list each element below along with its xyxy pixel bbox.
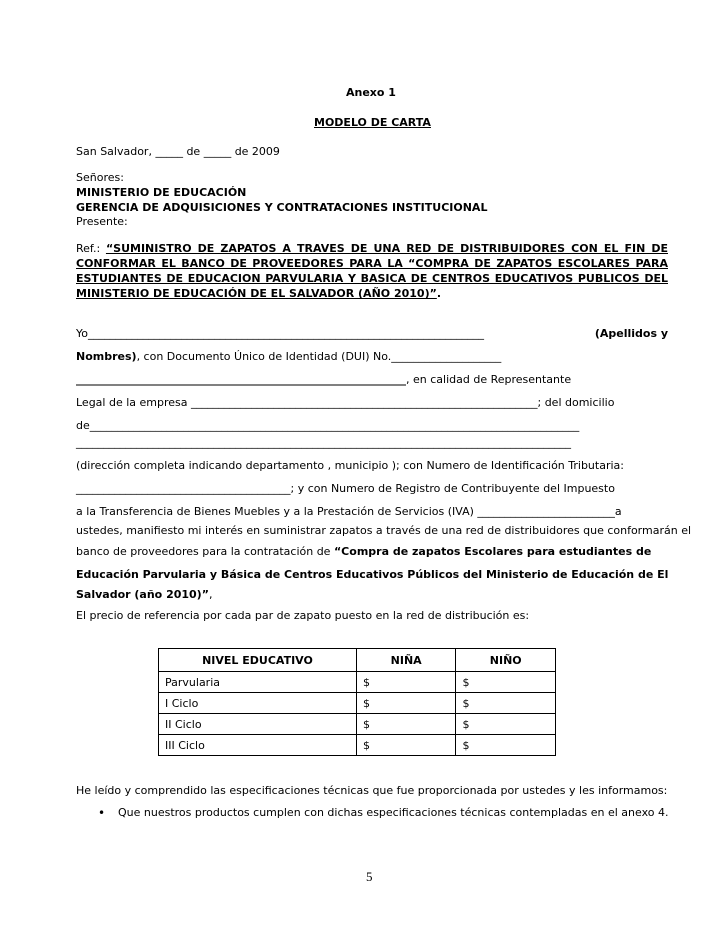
presente-label: Presente: [76, 215, 128, 228]
body-line-6: __________________________________________________________________________________________ [76, 436, 571, 449]
reference-prefix: Ref.: [76, 242, 106, 255]
body-line-2b: , con Documento Único de Identidad (DUI) No.____________________ [136, 350, 502, 363]
table-cell-boy-price: $ [456, 735, 556, 756]
table-cell-boy-price: $ [456, 714, 556, 735]
body-line-9: a la Transferencia de Bienes Muebles y a la Prestación de Servicios (IVA) _________________________a [76, 505, 622, 518]
body-line-2 [76, 350, 501, 363]
body-line-1a: Yo________________________________________________________________________ [76, 327, 484, 340]
reference-text-4: MINISTERIO DE EDUCACIÓN DE EL SALVADOR (AÑO 2010)” [76, 287, 437, 300]
annex-label: Anexo 1 [346, 86, 396, 99]
table-cell-level: II Ciclo [159, 714, 357, 735]
table-cell-girl-price: $ [356, 693, 456, 714]
table-cell-girl-price: $ [356, 714, 456, 735]
table-row [159, 714, 556, 735]
table-cell-level: III Ciclo [159, 735, 357, 756]
table-cell-level: Parvularia [159, 672, 357, 693]
table-header-boy: NIÑO [456, 649, 556, 672]
salutation: Señores: [76, 171, 124, 184]
table-header-level: NIVEL EDUCATIVO [159, 649, 357, 672]
reference-end: . [436, 287, 442, 300]
page-number: 5 [366, 869, 373, 884]
reference-line-4 [76, 287, 441, 300]
reference-text-1: “SUMINISTRO DE ZAPATOS A TRAVES DE UNA RED DE DISTRIBUIDORES CON EL FIN DE [105, 242, 668, 255]
bullet-icon: • [98, 806, 106, 820]
table-cell-boy-price: $ [456, 672, 556, 693]
body-line-12: Educación Parvularia y Básica de Centros Educativos Públicos del Ministerio de Educación de El [76, 568, 669, 581]
body-line-2a: Nombres) [76, 350, 137, 363]
body-line-11a: banco de proveedores para la contratación de [76, 545, 334, 558]
body-line-5: de_________________________________________________________________________________________ [76, 419, 580, 432]
table-header-row [159, 649, 556, 672]
body-line-14: El precio de referencia por cada par de zapato puesto en la red de distribución es: [76, 609, 530, 622]
body-line-11b: “Compra de zapatos Escolares para estudiantes de [333, 545, 652, 558]
body-line-13 [76, 588, 212, 601]
table-cell-boy-price: $ [456, 693, 556, 714]
recipient-line-1: MINISTERIO DE EDUCACIÓN [76, 186, 247, 199]
body-line-11 [76, 545, 651, 558]
table-cell-level: I Ciclo [159, 693, 357, 714]
reference-line-3: ESTUDIANTES DE EDUCACION PARVULARIA Y BASICA DE CENTROS EDUCATIVOS PUBLICOS DEL [76, 272, 668, 285]
table-row [159, 735, 556, 756]
body-line-13b: , [208, 588, 213, 601]
date-line: San Salvador, _____ de _____ de 2009 [76, 145, 280, 158]
bullet-item-text: Que nuestros productos cumplen con dichas especificaciones técnicas contempladas en el anexo 4. [118, 806, 669, 819]
body-line-4: Legal de la empresa _______________________________________________________________; del domicilio [76, 396, 615, 409]
price-table [158, 648, 556, 756]
body-line-8: _______________________________________; y con Numero de Registro de Contribuyente del Impuesto [76, 482, 615, 495]
recipient-line-2: GERENCIA DE ADQUISICIONES Y CONTRATACIONES INSTITUCIONAL [76, 201, 488, 214]
body-line-7: (dirección completa indicando departamento , municipio ); con Numero de Identificación Tributaria: [76, 459, 624, 472]
body-line-3b: , en calidad de Representante [406, 373, 572, 386]
table-cell-girl-price: $ [356, 672, 456, 693]
body-line-13a: Salvador (año 2010)” [76, 588, 209, 601]
closing-statement: He leído y comprendido las especificaciones técnicas que fue proporcionada por ustedes y les informamos: [76, 784, 668, 797]
table-cell-girl-price: $ [356, 735, 456, 756]
table-row [159, 693, 556, 714]
body-line-3a: ____________________________________________________________ [76, 373, 406, 386]
reference-line-2: CONFORMAR EL BANCO DE PROVEEDORES PARA LA “COMPRA DE ZAPATOS ESCOLARES PARA [76, 257, 668, 270]
page-title: MODELO DE CARTA [314, 116, 431, 129]
body-line-10: ustedes, manifiesto mi interés en suministrar zapatos a través de una red de distribuidores que conformarán el [76, 524, 692, 537]
body-line-3 [76, 373, 571, 386]
body-line-1b: (Apellidos y [594, 327, 668, 340]
table-row [159, 672, 556, 693]
reference-line-1 [76, 242, 668, 255]
table-header-girl: NIÑA [356, 649, 456, 672]
